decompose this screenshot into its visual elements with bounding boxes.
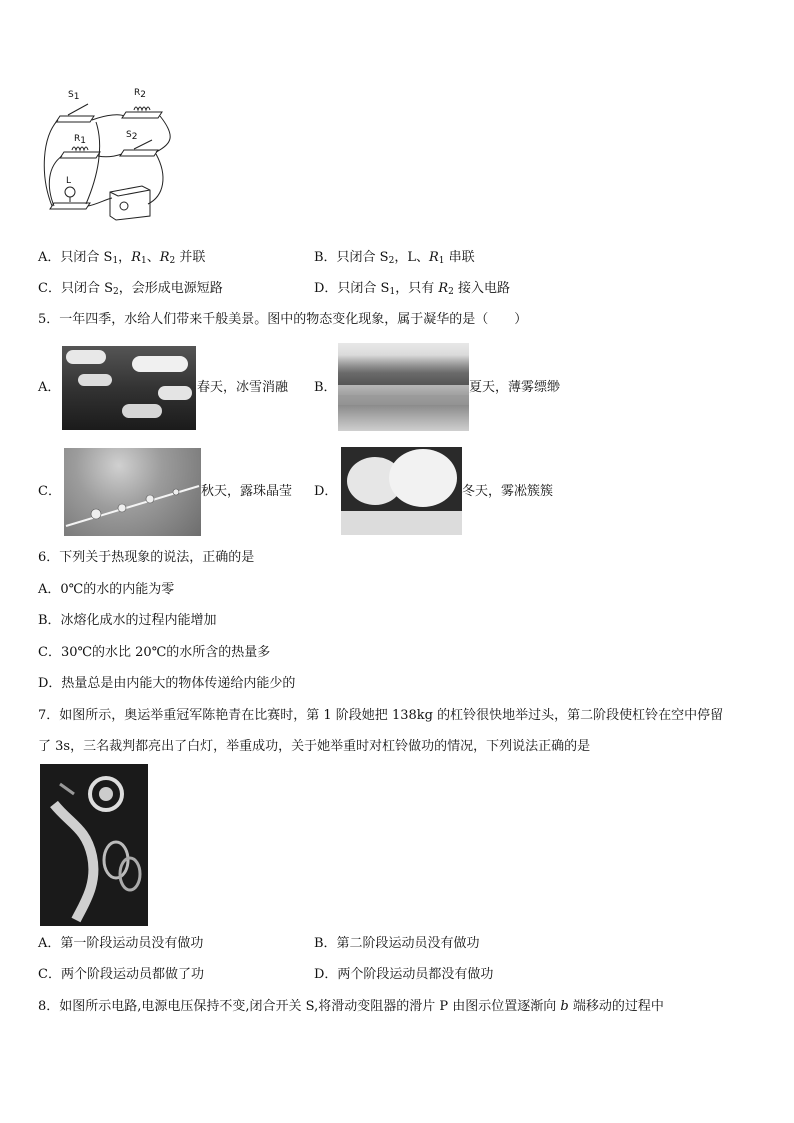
q4-a-prefix: A．只闭合 S xyxy=(38,250,113,265)
q4-b-mid: ，L、 xyxy=(394,250,429,265)
q7-option-d: D．两个阶段运动员都没有做功 xyxy=(314,967,494,982)
q7-option-a: A．第一阶段运动员没有做功 xyxy=(38,936,204,951)
q5-d-caption: 冬天，雾凇簇簇 xyxy=(462,484,554,499)
q4-d-end: 接入电路 xyxy=(453,281,511,296)
q7-option-c: C．两个阶段运动员都做了功 xyxy=(38,967,204,982)
s2-subscript: 2 xyxy=(131,132,138,142)
q8-stem-part1: 8．如图所示电路,电源电压保持不变,闭合开关 S,将滑动变阻器的滑片 P 由图示位置逐渐向 xyxy=(38,999,561,1014)
q4-b-end: 串联 xyxy=(444,250,475,265)
r1-letter: R xyxy=(74,134,81,144)
s1-label xyxy=(68,90,79,102)
q4-a-sub1: 1 xyxy=(112,256,119,266)
q5-c-letter: C． xyxy=(38,484,61,499)
q6-option-b: B．冰熔化成水的过程内能增加 xyxy=(38,613,217,628)
q5-a-letter: A． xyxy=(38,380,61,395)
q4-option-b xyxy=(314,248,475,271)
q5-d-letter: D． xyxy=(314,484,338,499)
q4-a-r1sub: 1 xyxy=(140,256,147,266)
r2-letter: R xyxy=(134,88,141,98)
s2-letter: S xyxy=(126,130,132,140)
q4-a-sep: 、 xyxy=(146,250,160,265)
q4-d-prefix: D．只闭合 S xyxy=(314,281,390,296)
l-label: L xyxy=(66,176,72,186)
q6-stem: 6．下列关于热现象的说法，正确的是 xyxy=(38,550,255,565)
q4-a-r1: R xyxy=(131,250,141,265)
q8-stem xyxy=(38,997,664,1017)
q8-stem-b-end: b xyxy=(560,999,569,1014)
q5-a-caption: 春天，冰雪消融 xyxy=(197,380,289,395)
q5-stem: 5．一年四季，水给人们带来千般美景。图中的物态变化现象，属于凝华的是（ ） xyxy=(38,312,528,327)
r1-label xyxy=(74,134,86,146)
weightlifter-drawing xyxy=(40,764,148,926)
q4-option-a xyxy=(38,248,205,271)
s1-letter: S xyxy=(68,90,74,100)
q5-c-caption: 秋天，露珠晶莹 xyxy=(201,484,293,499)
q4-a-end: 并联 xyxy=(175,250,206,265)
q6-option-c: C．30℃的水比 20℃的水所含的热量多 xyxy=(38,645,271,660)
circuit-drawing xyxy=(38,86,178,222)
q4-c-sub: 2 xyxy=(113,287,119,297)
s1-subscript: 1 xyxy=(73,92,80,102)
q4-d-sub: 1 xyxy=(389,287,396,297)
q4-option-d xyxy=(314,279,510,302)
r2-label xyxy=(134,88,146,100)
photo-dew-drops xyxy=(64,448,201,536)
q4-d-rsub: 2 xyxy=(448,287,454,297)
dew-drops-drawing xyxy=(64,448,201,536)
r1-subscript: 1 xyxy=(80,136,86,146)
q6-option-a: A．0℃的水的内能为零 xyxy=(38,582,175,597)
circuit-diagram xyxy=(38,86,178,222)
q4-d-r: R xyxy=(438,281,449,296)
q4-a-mid: ， xyxy=(118,250,132,265)
q4-c-end: ，会形成电源短路 xyxy=(118,281,223,296)
q4-c-prefix: C．只闭合 S xyxy=(38,281,113,296)
q4-b-r: R xyxy=(428,250,439,265)
photo-weightlifter xyxy=(40,764,148,926)
q4-b-rsub: 1 xyxy=(438,256,445,266)
photo-rime-trees xyxy=(341,447,462,535)
q4-option-c xyxy=(38,279,223,302)
r2-subscript: 2 xyxy=(140,90,146,100)
s2-label xyxy=(126,130,137,142)
photo-melting-snow xyxy=(62,346,196,430)
q6-option-d: D．热量总是由内能大的物体传递给内能少的 xyxy=(38,676,296,691)
q5-b-caption: 夏天，薄雾缥缈 xyxy=(469,380,561,395)
q8-stem-part3: 端移动的过程中 xyxy=(568,999,664,1014)
q4-a-r2sub: 2 xyxy=(169,256,176,266)
q7-stem-line2: 了 3s，三名裁判都亮出了白灯，举重成功，关于她举重时对杠铃做功的情况，下列说法正确的是 xyxy=(38,739,591,754)
q5-b-letter: B． xyxy=(314,380,337,395)
photo-mist xyxy=(338,343,469,431)
q7-stem-line1: 7．如图所示，奥运举重冠军陈艳青在比赛时，第 1 阶段她把 138kg 的杠铃很快地举过头，第二阶段使杠铃在空中停留 xyxy=(38,708,724,723)
q4-a-r2: R xyxy=(159,250,170,265)
q4-b-prefix: B．只闭合 S xyxy=(314,250,389,265)
q4-b-sub: 2 xyxy=(388,256,395,266)
q4-d-mid: ，只有 xyxy=(395,281,439,296)
q7-option-b: B．第二阶段运动员没有做功 xyxy=(314,936,480,951)
